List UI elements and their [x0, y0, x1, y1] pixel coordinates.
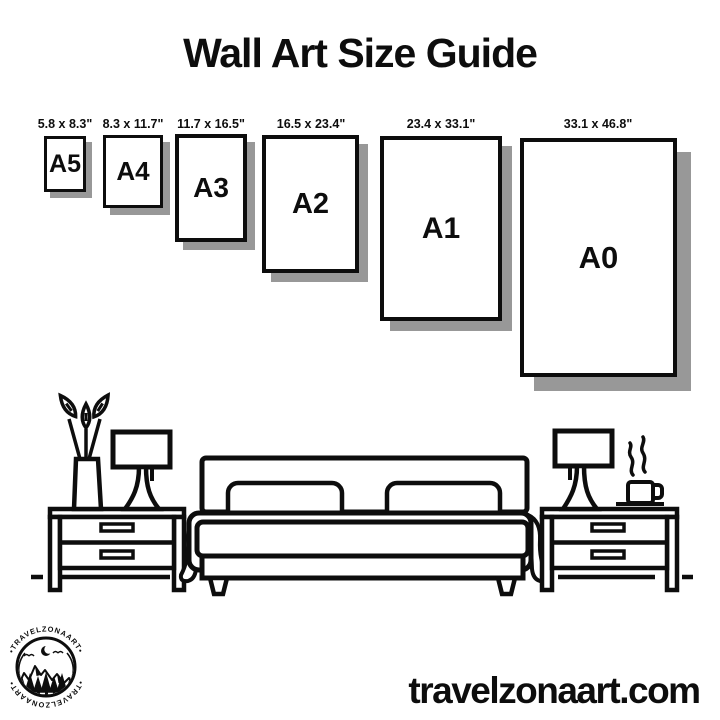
frame-a3	[175, 134, 247, 242]
coffee-cup-icon	[616, 437, 664, 504]
size-label-a4: 8.3 x 11.7"	[102, 117, 164, 131]
drawer-handle	[592, 524, 624, 531]
bed-foot	[498, 578, 515, 594]
frame-a1	[380, 136, 502, 321]
bed-base	[202, 556, 523, 578]
table-lamp-right	[555, 431, 612, 509]
travelzonaart-logo	[0, 621, 92, 713]
drawer-handle	[101, 524, 133, 531]
steam	[642, 437, 645, 472]
badge-text-top: •TRAVELZONAART•	[6, 624, 86, 655]
page-title: Wall Art Size Guide	[183, 30, 537, 76]
frame-a2	[262, 135, 359, 273]
mattress-front	[197, 522, 528, 556]
steam	[630, 443, 633, 475]
size-label-a2: 16.5 x 23.4"	[276, 117, 346, 131]
drawer-handle	[592, 551, 624, 558]
drawer-handle	[101, 551, 133, 558]
bed	[181, 458, 547, 594]
plant-vase	[57, 393, 112, 509]
size-label-a0: 33.1 x 46.8"	[563, 117, 633, 131]
frame-a2-letter: A2	[291, 187, 330, 220]
frame-a1-letter: A1	[421, 211, 461, 245]
badge-text-bottom: •TRAVELZONAART•	[6, 679, 86, 710]
frame-a4-letter: A4	[116, 156, 150, 186]
vase	[74, 459, 101, 509]
website-url: travelzonaart.com	[408, 670, 700, 711]
bedroom-illustration	[0, 375, 720, 605]
table-lamp-left	[113, 432, 170, 509]
frame-a4	[103, 135, 163, 208]
size-label-a5: 5.8 x 8.3"	[37, 117, 93, 131]
frame-a5-letter: A5	[49, 149, 81, 178]
size-label-a3: 11.7 x 16.5"	[177, 117, 245, 131]
frame-a0-letter: A0	[578, 239, 619, 275]
frame-a5	[44, 136, 86, 192]
bed-foot	[210, 578, 227, 594]
frame-a0	[520, 138, 677, 377]
leaf	[57, 393, 112, 428]
size-label-a1: 23.4 x 33.1"	[406, 117, 476, 131]
frame-a3-letter: A3	[193, 172, 229, 203]
